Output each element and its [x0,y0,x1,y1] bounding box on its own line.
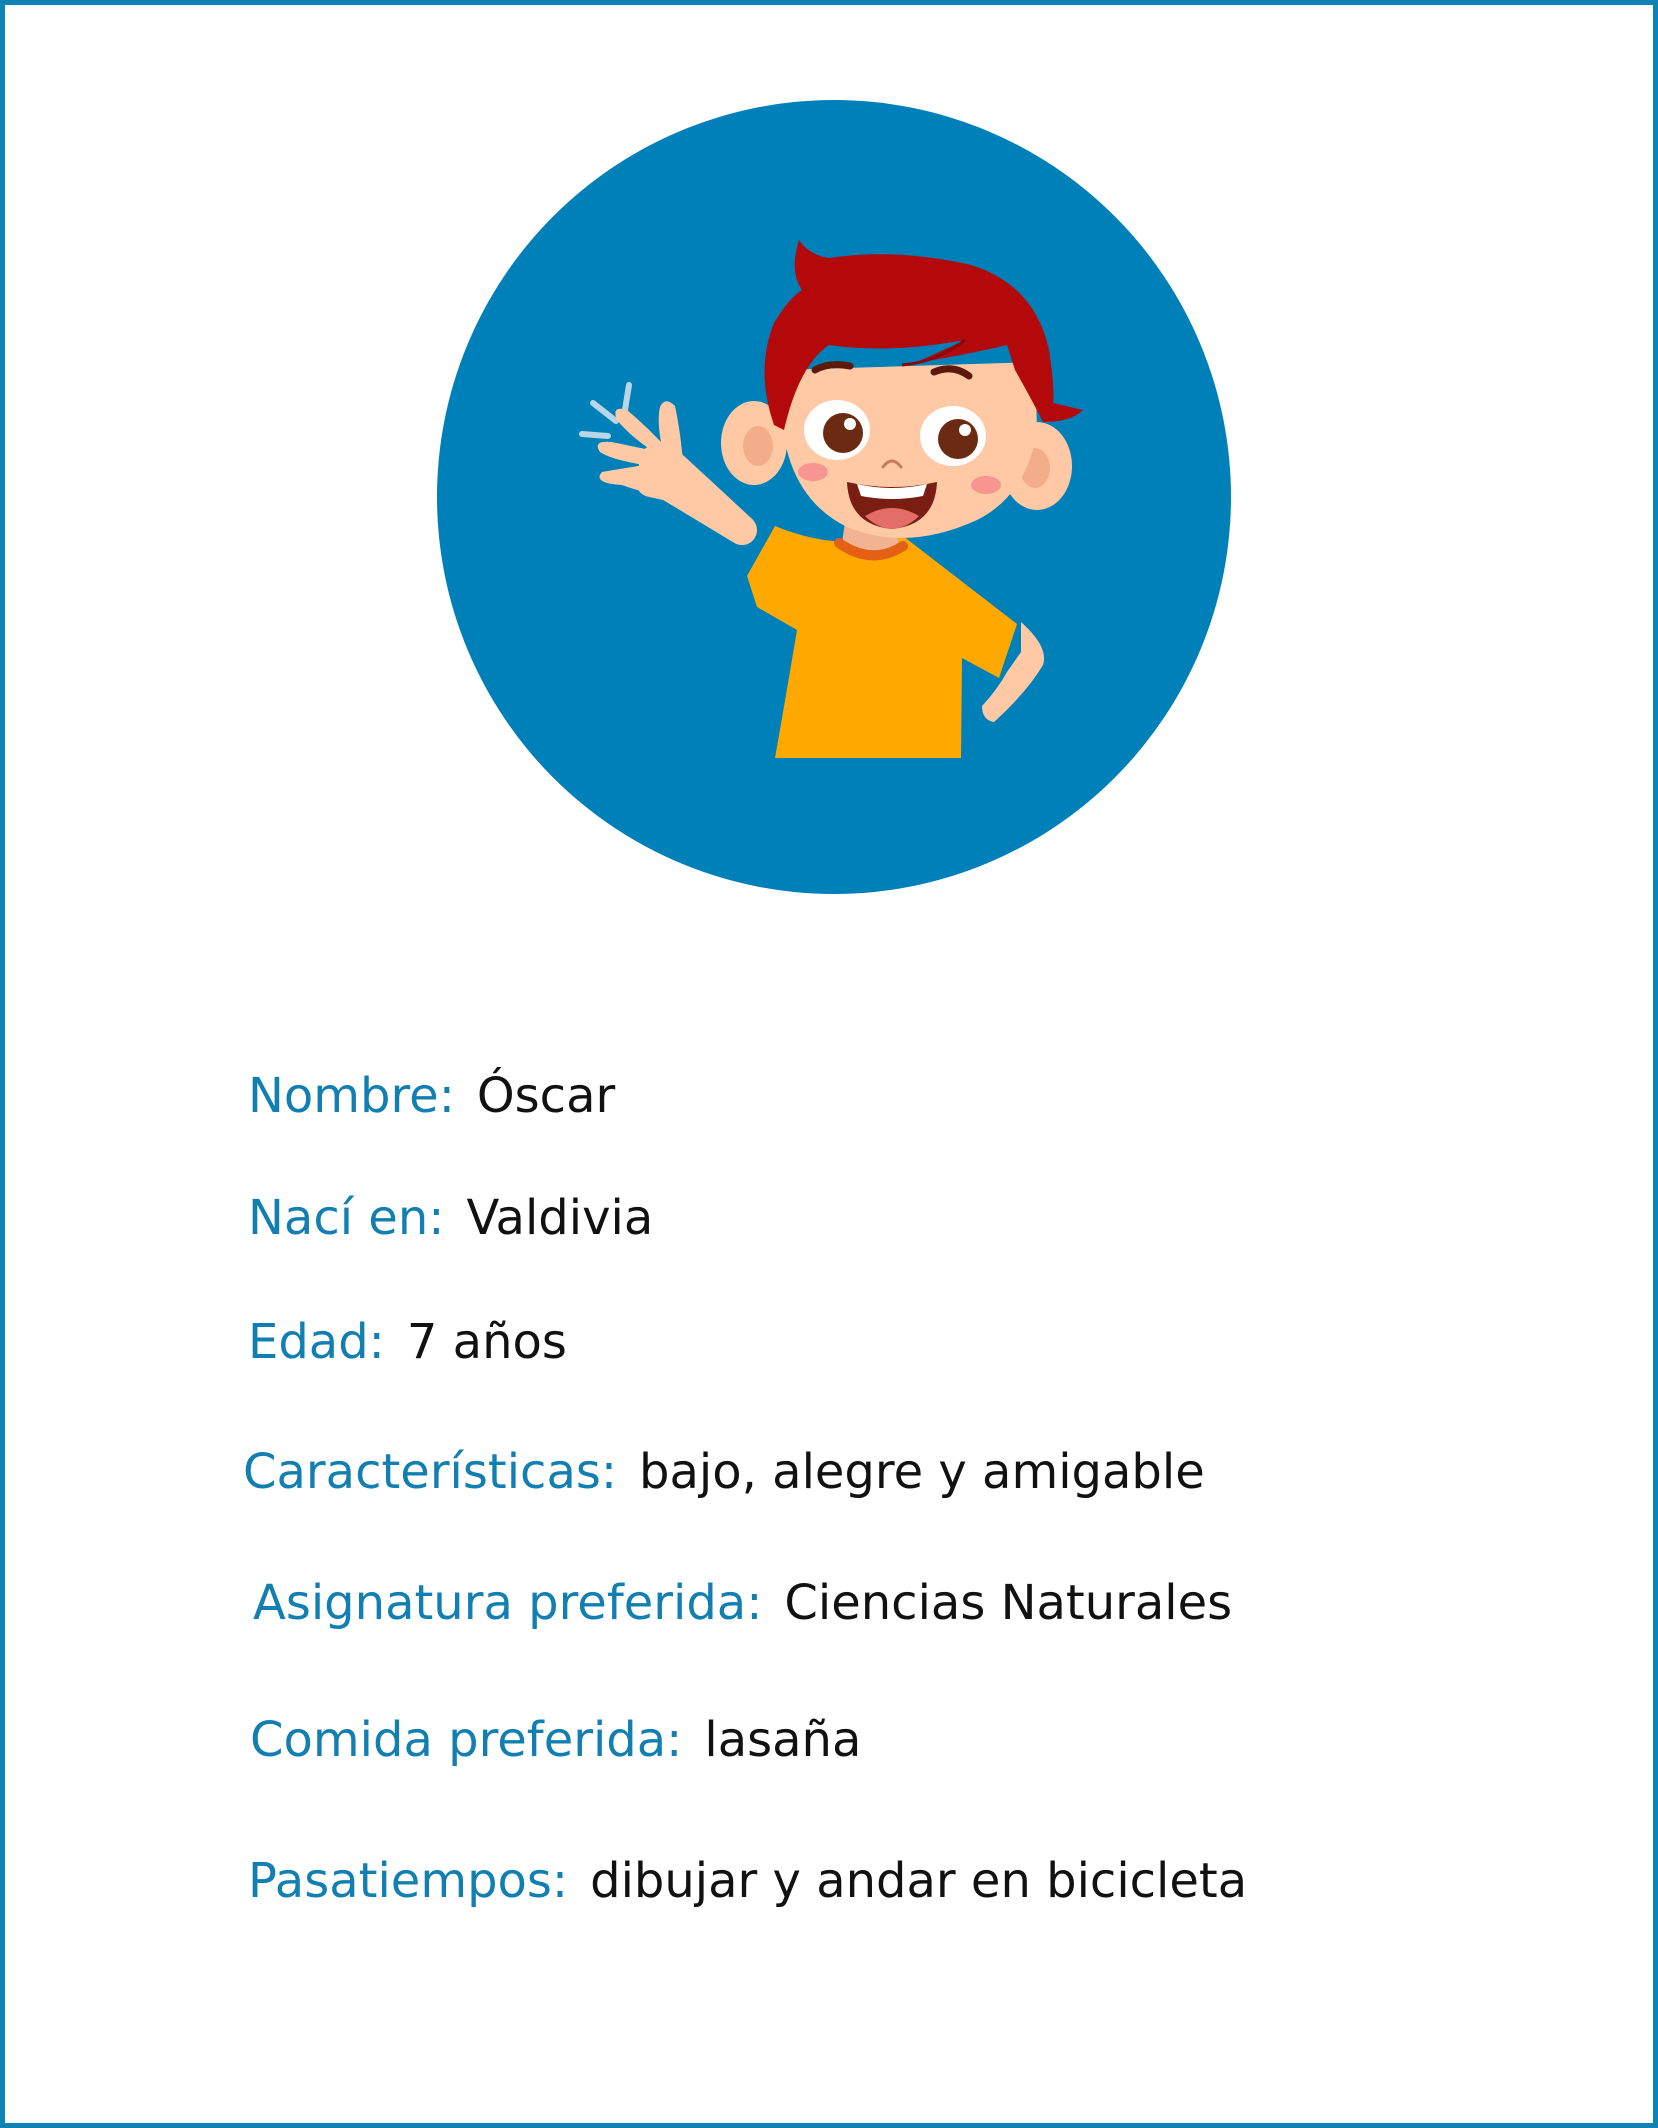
field-nombre [248,1066,615,1126]
field-label: Asignatura preferida: [253,1575,763,1631]
field-label: Edad: [248,1314,385,1370]
field-naci-en [248,1188,653,1248]
field-value: Ciencias Naturales [784,1575,1233,1631]
avatar [437,100,1231,894]
field-label: Características: [243,1444,618,1500]
field-caracteristicas [243,1442,1205,1502]
field-value: Valdivia [466,1190,654,1246]
waving-boy-illustration [437,100,1231,894]
field-value: lasaña [704,1712,862,1768]
field-asignatura-preferida [253,1573,1232,1633]
field-value: dibujar y andar en bicicleta [590,1853,1248,1909]
field-pasatiempos [248,1851,1247,1911]
field-value: 7 años [406,1314,567,1370]
field-edad [248,1312,567,1372]
field-label: Nací en: [248,1190,445,1246]
field-label: Nombre: [248,1068,455,1124]
field-label: Comida preferida: [250,1712,683,1768]
field-comida-preferida [250,1710,861,1770]
field-value: bajo, alegre y amigable [639,1444,1205,1500]
field-value: Óscar [476,1068,616,1124]
field-label: Pasatiempos: [248,1853,569,1909]
